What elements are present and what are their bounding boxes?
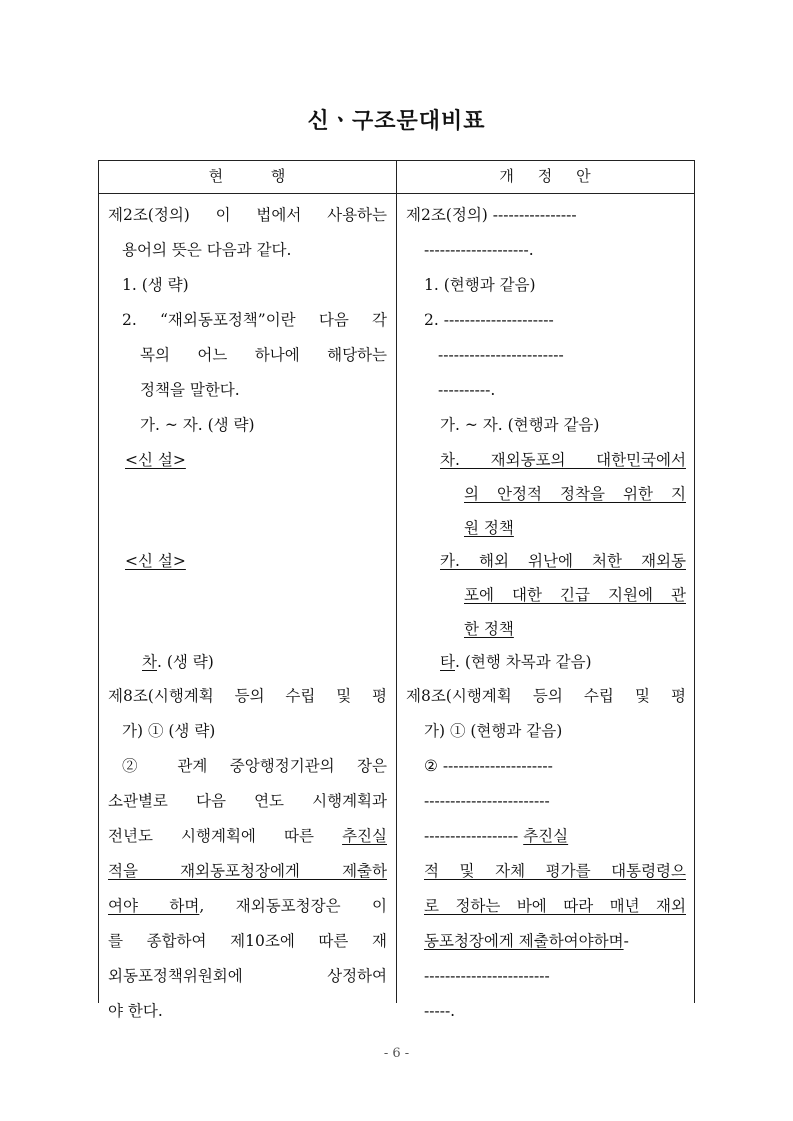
current-line: 소관별로 다음 연도 시행계획과: [108, 792, 387, 810]
current-line: 2. “재외동포정책”이란 다음 각: [122, 311, 387, 329]
current-line: 전년도 시행계획에 따른 추진실: [108, 827, 387, 845]
revised-line-new: 차. 재외동포의 대한민국에서: [440, 451, 686, 469]
revised-line-new: 포에 대한 긴급 지원에 관: [464, 586, 686, 604]
table-left-border: [98, 160, 99, 1003]
current-line: 가) ① (생 략): [122, 722, 216, 740]
revised-line: -----.: [424, 1002, 456, 1020]
current-line: 1. (생 략): [122, 276, 189, 294]
current-line: 외동포정책위원회에 상정하여: [108, 967, 387, 985]
current-line: 제2조(정의) 이 법에서 사용하는: [108, 206, 387, 224]
table-right-border: [694, 160, 695, 1003]
revised-line: ② ---------------------: [424, 757, 553, 775]
revised-line: --------------------.: [424, 241, 534, 259]
revised-line: ------------------------: [438, 346, 564, 364]
revised-line: ------------------------: [424, 792, 550, 810]
revised-line: 적 및 자체 평가를 대통령령으: [424, 862, 686, 880]
revised-line: 제2조(정의) ----------------: [406, 206, 577, 224]
revised-line: ----------.: [438, 381, 496, 399]
revised-line-new: 원 정책: [464, 519, 514, 537]
revised-line: 동포청장에게 제출하여야하며-: [424, 932, 629, 950]
page-title: 신ㆍ구조문대비표: [307, 109, 486, 134]
revised-line: 타. (현행 차목과 같음): [440, 653, 592, 671]
current-line: 정책을 말한다.: [140, 381, 240, 399]
revised-line: 제8조(시행계획 등의 수립 및 평: [406, 687, 686, 705]
revised-line: ------------------------: [424, 967, 550, 985]
revised-line: 가) ① (현행과 같음): [424, 722, 563, 740]
current-line: 적을 재외동포청장에게 제출하: [108, 862, 387, 880]
revised-line: 2. ---------------------: [424, 311, 554, 329]
current-line: 가. ~ 자. (생 략): [140, 416, 255, 434]
current-line: 목의 어느 하나에 해당하는: [140, 346, 387, 364]
revised-line-new: 한 정책: [464, 620, 514, 638]
column-divider: [396, 160, 397, 1003]
revised-item-marker: 타: [440, 653, 455, 671]
revised-line: 가. ~ 자. (현행과 같음): [440, 416, 600, 434]
revised-line: 로 정하는 바에 따라 매년 재외: [424, 897, 686, 915]
current-line-new: <신 설>: [125, 451, 186, 469]
revised-line-new: 카. 해외 위난에 처한 재외동: [440, 552, 686, 570]
comparison-table: [98, 160, 695, 1020]
current-line: 차. (생 략): [142, 653, 214, 671]
current-line: 야 한다.: [108, 1002, 163, 1020]
current-line: 여야 하며, 재외동포청장은 이: [108, 897, 387, 915]
current-line-new: <신 설>: [125, 552, 186, 570]
current-line: ② 관계 중앙행정기관의 장은: [122, 757, 387, 775]
revised-line-new: 의 안정적 정착을 위한 지: [464, 485, 686, 503]
current-item-marker: 차: [142, 653, 157, 671]
current-line: 용어의 뜻은 다음과 같다.: [122, 241, 292, 259]
header-current: 현 행: [208, 167, 286, 185]
current-line: 를 종합하여 제10조에 따른 재: [108, 932, 387, 950]
page-number: - 6 -: [383, 1046, 410, 1061]
header-revised: 개 정 안: [499, 167, 591, 185]
current-line: 제8조(시행계획 등의 수립 및 평: [108, 687, 387, 705]
revised-line: ------------------ 추진실: [424, 827, 569, 845]
revised-line: 1. (현행과 같음): [424, 276, 536, 294]
